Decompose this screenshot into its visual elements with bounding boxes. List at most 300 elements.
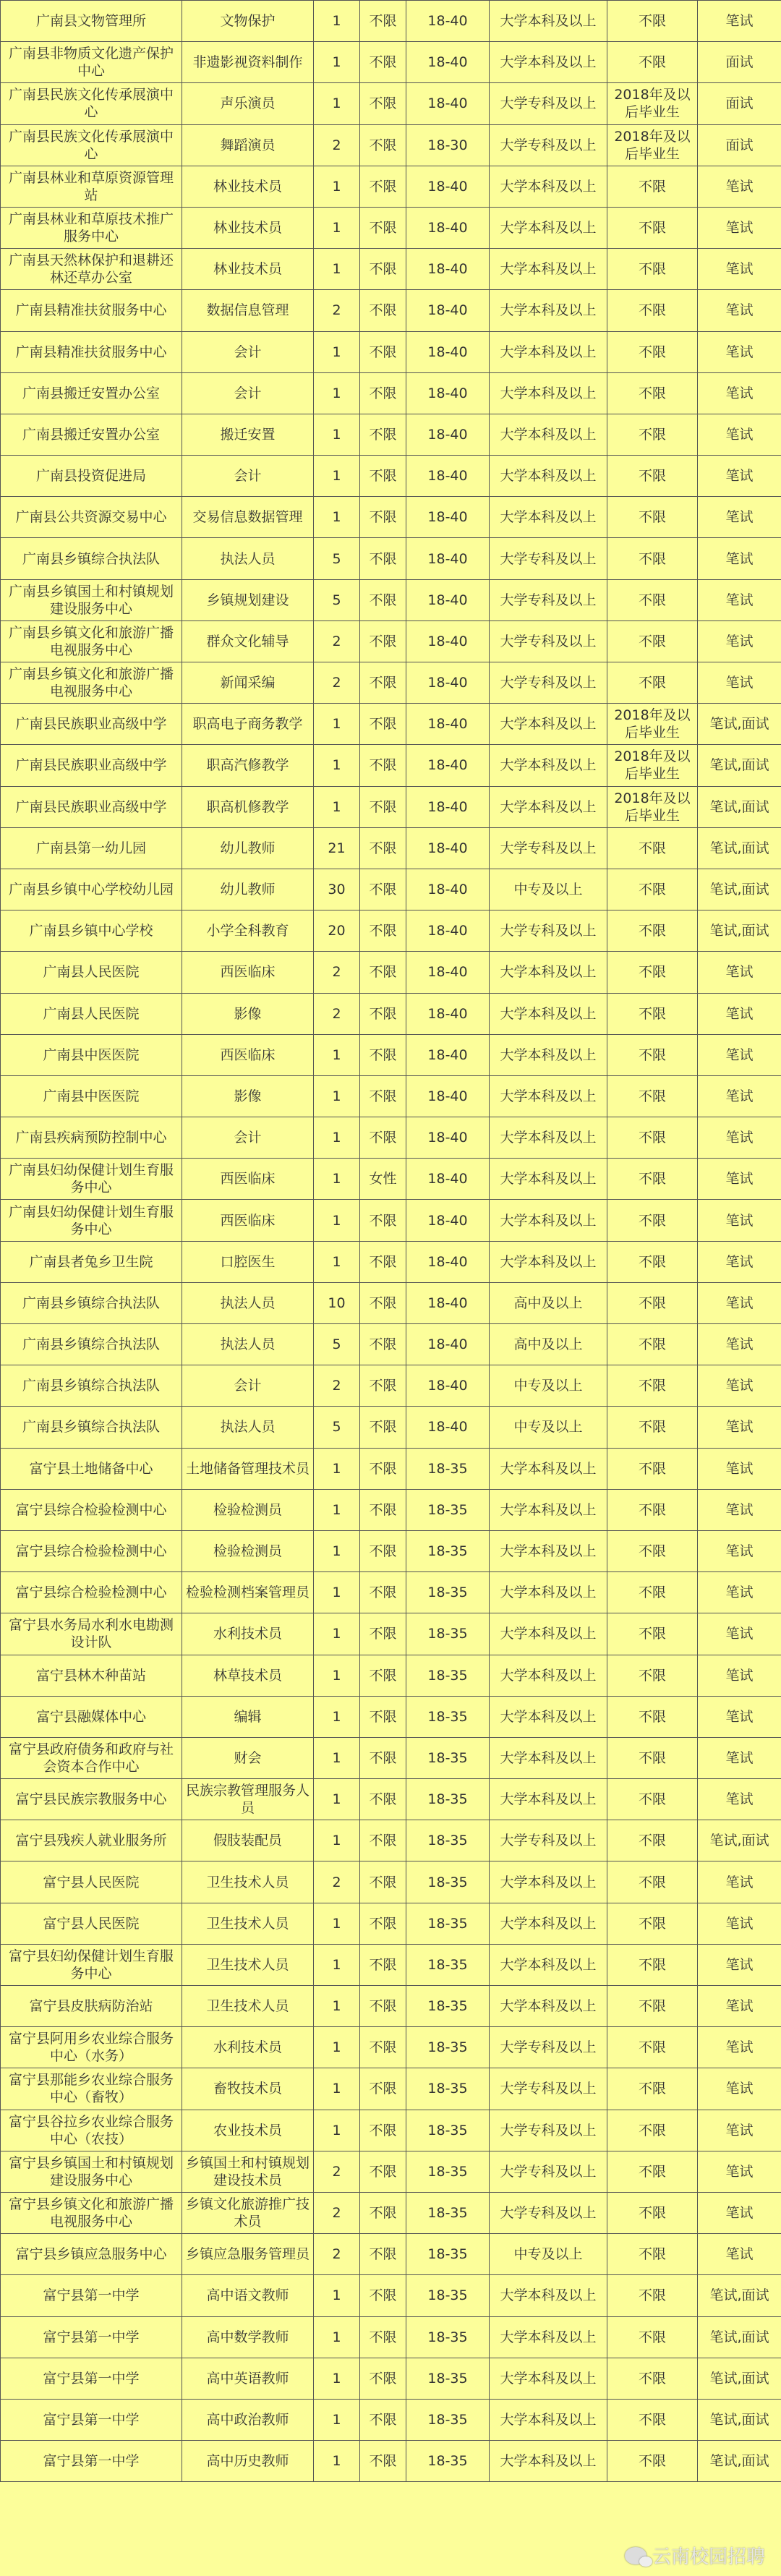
unit-cell: 富宁县乡镇国土和村镇规划建设服务中心 <box>1 2151 182 2192</box>
table-row <box>1 786 781 827</box>
other-cell: 不限 <box>607 910 698 952</box>
wechat-icon <box>625 2547 646 2564</box>
other-cell: 不限 <box>607 662 698 704</box>
education-cell: 大学本科及以上 <box>490 497 607 538</box>
position-cell: 检验检测档案管理员 <box>182 1572 314 1613</box>
position-cell: 会计 <box>182 372 314 414</box>
exam-cell: 笔试 <box>698 1696 781 1737</box>
count-cell: 2 <box>314 1365 360 1407</box>
age-cell: 18-35 <box>406 1655 490 1696</box>
education-cell: 大学本科及以上 <box>490 42 607 83</box>
age-cell: 18-40 <box>406 620 490 662</box>
education-cell: 大学本科及以上 <box>490 786 607 827</box>
count-cell: 1 <box>314 249 360 290</box>
exam-cell: 笔试 <box>698 1530 781 1571</box>
unit-cell: 富宁县综合检验检测中心 <box>1 1572 182 1613</box>
table-row <box>1 166 781 207</box>
education-cell: 大学专科及以上 <box>490 2027 607 2068</box>
gender-cell: 不限 <box>360 1779 406 1820</box>
position-cell: 数据信息管理 <box>182 290 314 331</box>
position-cell: 畜牧技术员 <box>182 2068 314 2110</box>
position-cell: 高中政治教师 <box>182 2399 314 2440</box>
other-cell: 不限 <box>607 456 698 497</box>
other-cell: 不限 <box>607 2151 698 2192</box>
unit-cell: 富宁县妇幼保健计划生育服务中心 <box>1 1944 182 1985</box>
position-cell: 执法人员 <box>182 1282 314 1323</box>
table-row <box>1 290 781 331</box>
age-cell: 18-35 <box>406 1903 490 1944</box>
count-cell: 5 <box>314 1407 360 1448</box>
unit-cell: 广南县民族职业高级中学 <box>1 745 182 786</box>
table-row <box>1 1324 781 1365</box>
exam-cell: 笔试 <box>698 1159 781 1200</box>
gender-cell: 不限 <box>360 290 406 331</box>
other-cell: 不限 <box>607 2441 698 2482</box>
position-cell: 影像 <box>182 993 314 1034</box>
other-cell: 不限 <box>607 538 698 579</box>
table-row <box>1 1365 781 1407</box>
education-cell: 大学专科及以上 <box>490 662 607 704</box>
education-cell: 大学本科及以上 <box>490 1159 607 1200</box>
unit-cell: 富宁县人民医院 <box>1 1903 182 1944</box>
count-cell: 2 <box>314 2151 360 2192</box>
position-cell: 林业技术员 <box>182 207 314 248</box>
exam-cell: 笔试 <box>698 2027 781 2068</box>
unit-cell: 广南县人民医院 <box>1 952 182 993</box>
position-cell: 西医临床 <box>182 1034 314 1075</box>
count-cell: 1 <box>314 207 360 248</box>
table-row <box>1 1861 781 1903</box>
table-row <box>1 1241 781 1282</box>
unit-cell: 富宁县林木种苗站 <box>1 1655 182 1696</box>
position-cell: 口腔医生 <box>182 1241 314 1282</box>
table-row <box>1 2441 781 2482</box>
gender-cell: 不限 <box>360 1489 406 1530</box>
age-cell: 18-40 <box>406 372 490 414</box>
age-cell: 18-35 <box>406 2234 490 2275</box>
gender-cell: 不限 <box>360 1737 406 1778</box>
exam-cell: 笔试 <box>698 2110 781 2151</box>
table-row <box>1 910 781 952</box>
exam-cell: 笔试 <box>698 1200 781 1241</box>
unit-cell: 广南县乡镇文化和旅游广播电视服务中心 <box>1 620 182 662</box>
other-cell: 不限 <box>607 1944 698 1985</box>
table-row <box>1 1117 781 1159</box>
age-cell: 18-40 <box>406 456 490 497</box>
unit-cell: 广南县人民医院 <box>1 993 182 1034</box>
gender-cell: 不限 <box>360 2399 406 2440</box>
exam-cell: 笔试 <box>698 207 781 248</box>
other-cell: 2018年及以后毕业生 <box>607 124 698 166</box>
exam-cell: 笔试,面试 <box>698 2399 781 2440</box>
count-cell: 1 <box>314 2027 360 2068</box>
position-cell: 卫生技术人员 <box>182 1861 314 1903</box>
other-cell: 不限 <box>607 827 698 869</box>
count-cell: 1 <box>314 1944 360 1985</box>
table-row <box>1 2068 781 2110</box>
gender-cell: 不限 <box>360 1200 406 1241</box>
position-cell: 职高汽修教学 <box>182 745 314 786</box>
count-cell: 1 <box>314 1489 360 1530</box>
gender-cell: 不限 <box>360 42 406 83</box>
age-cell: 18-40 <box>406 1034 490 1075</box>
age-cell: 18-35 <box>406 1696 490 1737</box>
exam-cell: 笔试 <box>698 662 781 704</box>
unit-cell: 富宁县第一中学 <box>1 2358 182 2399</box>
age-cell: 18-40 <box>406 1241 490 1282</box>
table-row <box>1 1737 781 1778</box>
age-cell: 18-40 <box>406 414 490 455</box>
count-cell: 2 <box>314 662 360 704</box>
count-cell: 5 <box>314 579 360 620</box>
gender-cell: 不限 <box>360 2234 406 2275</box>
education-cell: 大学本科及以上 <box>490 166 607 207</box>
exam-cell: 笔试 <box>698 1779 781 1820</box>
other-cell: 不限 <box>607 497 698 538</box>
table-row <box>1 456 781 497</box>
age-cell: 18-35 <box>406 1613 490 1655</box>
unit-cell: 广南县天然林保护和退耕还林还草办公室 <box>1 249 182 290</box>
position-cell: 执法人员 <box>182 1324 314 1365</box>
count-cell: 1 <box>314 1075 360 1117</box>
age-cell: 18-40 <box>406 952 490 993</box>
gender-cell: 不限 <box>360 2192 406 2233</box>
gender-cell: 不限 <box>360 1241 406 1282</box>
count-cell: 20 <box>314 910 360 952</box>
age-cell: 18-40 <box>406 1 490 42</box>
table-row <box>1 1696 781 1737</box>
unit-cell: 富宁县乡镇应急服务中心 <box>1 2234 182 2275</box>
position-cell: 民族宗教管理服务人员 <box>182 1779 314 1820</box>
age-cell: 18-35 <box>406 2399 490 2440</box>
education-cell: 高中及以上 <box>490 1324 607 1365</box>
age-cell: 18-40 <box>406 83 490 124</box>
exam-cell: 笔试,面试 <box>698 2358 781 2399</box>
table-row <box>1 579 781 620</box>
age-cell: 18-35 <box>406 1861 490 1903</box>
position-cell: 会计 <box>182 456 314 497</box>
position-cell: 水利技术员 <box>182 1613 314 1655</box>
other-cell: 不限 <box>607 1779 698 1820</box>
education-cell: 大学本科及以上 <box>490 1572 607 1613</box>
education-cell: 大学本科及以上 <box>490 414 607 455</box>
gender-cell: 不限 <box>360 1986 406 2027</box>
position-cell: 搬迁安置 <box>182 414 314 455</box>
exam-cell: 笔试 <box>698 331 781 372</box>
age-cell: 18-40 <box>406 579 490 620</box>
unit-cell: 广南县中医医院 <box>1 1075 182 1117</box>
position-cell: 非遗影视资料制作 <box>182 42 314 83</box>
education-cell: 大学本科及以上 <box>490 249 607 290</box>
count-cell: 1 <box>314 1903 360 1944</box>
count-cell: 1 <box>314 1448 360 1489</box>
education-cell: 大学本科及以上 <box>490 331 607 372</box>
count-cell: 1 <box>314 414 360 455</box>
exam-cell: 笔试 <box>698 2234 781 2275</box>
table-row <box>1 2316 781 2358</box>
table-row <box>1 1034 781 1075</box>
other-cell: 2018年及以后毕业生 <box>607 704 698 745</box>
gender-cell: 不限 <box>360 786 406 827</box>
count-cell: 5 <box>314 1324 360 1365</box>
gender-cell: 不限 <box>360 2316 406 2358</box>
other-cell: 不限 <box>607 290 698 331</box>
other-cell: 不限 <box>607 1200 698 1241</box>
unit-cell: 富宁县皮肤病防治站 <box>1 1986 182 2027</box>
exam-cell: 笔试,面试 <box>698 869 781 910</box>
other-cell: 不限 <box>607 166 698 207</box>
gender-cell: 不限 <box>360 2358 406 2399</box>
education-cell: 大学专科及以上 <box>490 83 607 124</box>
other-cell: 不限 <box>607 331 698 372</box>
count-cell: 1 <box>314 456 360 497</box>
count-cell: 1 <box>314 2110 360 2151</box>
exam-cell: 笔试 <box>698 1572 781 1613</box>
age-cell: 18-40 <box>406 497 490 538</box>
other-cell: 2018年及以后毕业生 <box>607 745 698 786</box>
unit-cell: 广南县搬迁安置办公室 <box>1 372 182 414</box>
education-cell: 中专及以上 <box>490 1407 607 1448</box>
exam-cell: 笔试,面试 <box>698 1820 781 1861</box>
table-row <box>1 1944 781 1985</box>
education-cell: 大学专科及以上 <box>490 538 607 579</box>
gender-cell: 不限 <box>360 497 406 538</box>
age-cell: 18-40 <box>406 290 490 331</box>
unit-cell: 广南县妇幼保健计划生育服务中心 <box>1 1159 182 1200</box>
position-cell: 卫生技术人员 <box>182 1986 314 2027</box>
position-cell: 交易信息数据管理 <box>182 497 314 538</box>
count-cell: 5 <box>314 538 360 579</box>
exam-cell: 笔试 <box>698 1986 781 2027</box>
position-cell: 水利技术员 <box>182 2027 314 2068</box>
count-cell: 1 <box>314 42 360 83</box>
gender-cell: 不限 <box>360 2441 406 2482</box>
age-cell: 18-40 <box>406 1200 490 1241</box>
unit-cell: 广南县乡镇中心学校幼儿园 <box>1 869 182 910</box>
exam-cell: 笔试,面试 <box>698 2441 781 2482</box>
gender-cell: 不限 <box>360 2110 406 2151</box>
count-cell: 1 <box>314 1159 360 1200</box>
position-cell: 新闻采编 <box>182 662 314 704</box>
education-cell: 大学专科及以上 <box>490 827 607 869</box>
position-cell: 假肢装配员 <box>182 1820 314 1861</box>
count-cell: 1 <box>314 1241 360 1282</box>
table-row <box>1 331 781 372</box>
exam-cell: 笔试 <box>698 497 781 538</box>
other-cell: 不限 <box>607 2316 698 2358</box>
count-cell: 2 <box>314 2234 360 2275</box>
age-cell: 18-40 <box>406 166 490 207</box>
unit-cell: 广南县民族职业高级中学 <box>1 704 182 745</box>
other-cell: 不限 <box>607 1282 698 1323</box>
unit-cell: 富宁县融媒体中心 <box>1 1696 182 1737</box>
exam-cell: 笔试 <box>698 1282 781 1323</box>
education-cell: 大学本科及以上 <box>490 952 607 993</box>
age-cell: 18-35 <box>406 1572 490 1613</box>
position-cell: 文物保护 <box>182 1 314 42</box>
unit-cell: 广南县第一幼儿园 <box>1 827 182 869</box>
other-cell: 不限 <box>607 1365 698 1407</box>
gender-cell: 不限 <box>360 2275 406 2316</box>
other-cell: 不限 <box>607 1861 698 1903</box>
age-cell: 18-35 <box>406 2441 490 2482</box>
other-cell: 不限 <box>607 1448 698 1489</box>
exam-cell: 面试 <box>698 124 781 166</box>
education-cell: 大学专科及以上 <box>490 2151 607 2192</box>
gender-cell: 不限 <box>360 83 406 124</box>
unit-cell: 广南县乡镇综合执法队 <box>1 538 182 579</box>
unit-cell: 广南县疾病预防控制中心 <box>1 1117 182 1159</box>
other-cell: 不限 <box>607 1696 698 1737</box>
exam-cell: 笔试,面试 <box>698 786 781 827</box>
unit-cell: 广南县乡镇中心学校 <box>1 910 182 952</box>
exam-cell: 笔试,面试 <box>698 827 781 869</box>
position-cell: 编辑 <box>182 1696 314 1737</box>
exam-cell: 笔试 <box>698 249 781 290</box>
gender-cell: 不限 <box>360 1572 406 1613</box>
education-cell: 大学专科及以上 <box>490 2192 607 2233</box>
gender-cell: 不限 <box>360 1861 406 1903</box>
age-cell: 18-40 <box>406 1407 490 1448</box>
other-cell: 不限 <box>607 249 698 290</box>
table-row <box>1 1903 781 1944</box>
exam-cell: 笔试 <box>698 1613 781 1655</box>
other-cell: 不限 <box>607 2234 698 2275</box>
age-cell: 18-40 <box>406 786 490 827</box>
gender-cell: 不限 <box>360 331 406 372</box>
count-cell: 1 <box>314 2275 360 2316</box>
position-cell: 乡镇应急服务管理员 <box>182 2234 314 2275</box>
other-cell: 不限 <box>607 2192 698 2233</box>
count-cell: 1 <box>314 1530 360 1571</box>
age-cell: 18-35 <box>406 1779 490 1820</box>
gender-cell: 不限 <box>360 414 406 455</box>
position-cell: 影像 <box>182 1075 314 1117</box>
unit-cell: 广南县精准扶贫服务中心 <box>1 331 182 372</box>
table-row <box>1 993 781 1034</box>
other-cell: 不限 <box>607 2358 698 2399</box>
education-cell: 大学本科及以上 <box>490 2275 607 2316</box>
position-cell: 执法人员 <box>182 1407 314 1448</box>
exam-cell: 面试 <box>698 42 781 83</box>
age-cell: 18-40 <box>406 1365 490 1407</box>
age-cell: 18-35 <box>406 2110 490 2151</box>
table-row <box>1 1407 781 1448</box>
other-cell: 不限 <box>607 1 698 42</box>
other-cell: 不限 <box>607 1075 698 1117</box>
table-row <box>1 497 781 538</box>
count-cell: 10 <box>314 1282 360 1323</box>
education-cell: 大学本科及以上 <box>490 1903 607 1944</box>
age-cell: 18-35 <box>406 2192 490 2233</box>
position-cell: 检验检测员 <box>182 1489 314 1530</box>
age-cell: 18-40 <box>406 993 490 1034</box>
other-cell: 不限 <box>607 1117 698 1159</box>
table-row <box>1 1986 781 2027</box>
position-cell: 高中语文教师 <box>182 2275 314 2316</box>
gender-cell: 不限 <box>360 662 406 704</box>
other-cell: 不限 <box>607 1737 698 1778</box>
unit-cell: 广南县乡镇国土和村镇规划建设服务中心 <box>1 579 182 620</box>
exam-cell: 笔试 <box>698 1075 781 1117</box>
count-cell: 1 <box>314 786 360 827</box>
position-cell: 乡镇文化旅游推广技术员 <box>182 2192 314 2233</box>
position-cell: 林业技术员 <box>182 166 314 207</box>
unit-cell: 广南县乡镇文化和旅游广播电视服务中心 <box>1 662 182 704</box>
gender-cell: 不限 <box>360 745 406 786</box>
exam-cell: 笔试 <box>698 1 781 42</box>
unit-cell: 富宁县谷拉乡农业综合服务中心（农技） <box>1 2110 182 2151</box>
exam-cell: 笔试 <box>698 414 781 455</box>
table-row <box>1 124 781 166</box>
exam-cell: 笔试 <box>698 2068 781 2110</box>
other-cell: 不限 <box>607 1159 698 1200</box>
exam-cell: 笔试,面试 <box>698 2316 781 2358</box>
education-cell: 大学本科及以上 <box>490 2358 607 2399</box>
table-row <box>1 1820 781 1861</box>
gender-cell: 不限 <box>360 249 406 290</box>
table-row <box>1 2358 781 2399</box>
education-cell: 大学专科及以上 <box>490 1820 607 1861</box>
exam-cell: 笔试 <box>698 1861 781 1903</box>
other-cell: 不限 <box>607 1407 698 1448</box>
count-cell: 1 <box>314 497 360 538</box>
count-cell: 1 <box>314 372 360 414</box>
gender-cell: 不限 <box>360 579 406 620</box>
gender-cell: 不限 <box>360 207 406 248</box>
other-cell: 不限 <box>607 1489 698 1530</box>
unit-cell: 广南县公共资源交易中心 <box>1 497 182 538</box>
exam-cell: 笔试 <box>698 372 781 414</box>
position-cell: 西医临床 <box>182 1159 314 1200</box>
age-cell: 18-40 <box>406 1117 490 1159</box>
unit-cell: 富宁县残疾人就业服务所 <box>1 1820 182 1861</box>
count-cell: 2 <box>314 1861 360 1903</box>
table-row <box>1 2399 781 2440</box>
education-cell: 大学本科及以上 <box>490 1861 607 1903</box>
table-row <box>1 2110 781 2151</box>
count-cell: 1 <box>314 704 360 745</box>
age-cell: 18-40 <box>406 1159 490 1200</box>
other-cell: 不限 <box>607 620 698 662</box>
gender-cell: 不限 <box>360 1655 406 1696</box>
unit-cell: 广南县林业和草原技术推广服务中心 <box>1 207 182 248</box>
unit-cell: 广南县者兔乡卫生院 <box>1 1241 182 1282</box>
gender-cell: 不限 <box>360 704 406 745</box>
table-row <box>1 414 781 455</box>
gender-cell: 不限 <box>360 869 406 910</box>
table-row <box>1 2275 781 2316</box>
table-row <box>1 704 781 745</box>
gender-cell: 不限 <box>360 1903 406 1944</box>
position-cell: 卫生技术人员 <box>182 1944 314 1985</box>
unit-cell: 广南县文物管理所 <box>1 1 182 42</box>
table-row <box>1 1200 781 1241</box>
education-cell: 大学本科及以上 <box>490 2441 607 2482</box>
table-row <box>1 1 781 42</box>
unit-cell: 广南县民族职业高级中学 <box>1 786 182 827</box>
unit-cell: 广南县投资促进局 <box>1 456 182 497</box>
table-row <box>1 745 781 786</box>
table-row <box>1 42 781 83</box>
table-row <box>1 2192 781 2233</box>
count-cell: 1 <box>314 2441 360 2482</box>
position-cell: 林草技术员 <box>182 1655 314 1696</box>
count-cell: 1 <box>314 1200 360 1241</box>
gender-cell: 不限 <box>360 166 406 207</box>
age-cell: 18-35 <box>406 2027 490 2068</box>
position-cell: 高中英语教师 <box>182 2358 314 2399</box>
